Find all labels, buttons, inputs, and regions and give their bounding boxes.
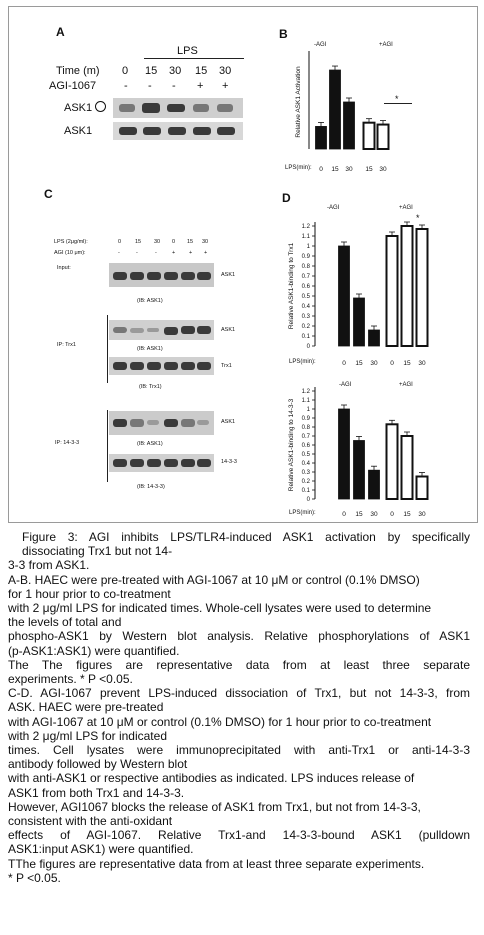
caption-line: experiments. * P <0.05. [8, 672, 133, 687]
caption-line: ASK. HAEC were pre-treated [8, 700, 164, 715]
panel-c-blot-trx-ask1 [109, 320, 214, 340]
panel-c-ib-1433: (IB: 14-3-3) [137, 484, 165, 490]
panel-c-lps-label: LPS (2μg/ml): [54, 239, 88, 245]
y-tick-label: 0.7 [301, 274, 310, 280]
caption-line: phospho-ASK1 by Western blot analysis. Relative phosphorylations of ASK1 [8, 629, 470, 644]
category-label: 15 [403, 360, 411, 367]
y-tick-label: 0 [306, 497, 310, 503]
y-tick-label: 1.2 [301, 389, 310, 395]
panel-c-agi-5: + [204, 250, 208, 256]
chart-d2-svg [283, 375, 463, 523]
panel-c-agi-label: AGI (10 μm): [54, 250, 86, 256]
y-tick-label: 0.9 [301, 416, 310, 422]
category-label: 30 [345, 166, 353, 173]
caption-line: antibody followed by Western blot [8, 757, 188, 772]
category-label: 15 [403, 511, 411, 518]
panel-b-minus-agi: -AGI [314, 42, 327, 48]
panel-d-star: * [416, 213, 420, 223]
bar [344, 102, 355, 149]
panel-c-blot-trx1 [109, 357, 214, 375]
panel-d-bottom-minus-agi: -AGI [339, 382, 352, 388]
panel-c-bracket-trx [107, 315, 108, 383]
panel-a-time-2: 30 [169, 65, 182, 77]
category-label: 30 [370, 360, 378, 367]
panel-a-agi-1: - [148, 80, 152, 92]
chart-d1-svg [283, 212, 463, 372]
y-tick-label: 0.3 [301, 470, 310, 476]
panel-a-blot-phospho [113, 98, 243, 118]
panel-a-lps-line [144, 58, 244, 59]
panel-a-agi-label: AGI-1067 [49, 80, 97, 92]
panel-a-agi-0: - [124, 80, 128, 92]
panel-c-bracket-1433 [107, 410, 108, 482]
panel-c-agi-4: + [189, 250, 193, 256]
figure-caption [8, 530, 470, 885]
y-tick-label: 0.8 [301, 264, 310, 270]
y-tick-label: 0 [306, 344, 310, 350]
y-tick-label: 0.7 [301, 434, 310, 440]
caption-line: times. Cell lysates were immunoprecipitated with anti-Trx1 or anti-14-3-3 [8, 743, 470, 758]
panel-c-ask1-trx: ASK1 [221, 327, 236, 333]
panel-a-letter: A [56, 25, 65, 39]
panel-d-top-minus-agi: -AGI [327, 205, 340, 211]
caption-line: 3-3 from ASK1. [8, 558, 90, 573]
bar [402, 436, 413, 499]
panel-a-row2-label: ASK1 [64, 125, 93, 137]
panel-c-ip-1433-label: IP: 14-3-3 [55, 440, 80, 446]
y-tick-label: 0.2 [301, 479, 310, 485]
caption-line: A-B. HAEC were pre-treated with AGI-1067 at 10 μM or control (0.1% DMSO) [8, 572, 420, 587]
category-label: 30 [379, 166, 387, 173]
y-axis-label: Relative ASK1-binding to 14-3-3 [288, 398, 295, 492]
panel-b-star: * [395, 94, 399, 104]
y-tick-label: 0.6 [301, 443, 310, 449]
panel-c-ask1-1433: ASK1 [221, 419, 236, 425]
caption-line: However, AGI1067 blocks the release of ASK1 from Trx1, but not from 14-3-3, [8, 799, 421, 814]
category-label: 0 [390, 511, 394, 518]
panel-c-time-5: 30 [202, 239, 209, 245]
panel-c-letter: C [44, 187, 53, 201]
caption-line: effects of AGI-1067. Relative Trx1-and 14-3-3-bound ASK1 (pulldown [8, 828, 470, 843]
caption-line: * P <0.05. [8, 870, 61, 885]
caption-line: consistent with the anti-oxidant [8, 814, 173, 829]
bar [369, 470, 380, 499]
figure-3 [8, 6, 478, 523]
panel-a-time-3: 15 [195, 65, 208, 77]
y-tick-label: 0.8 [301, 425, 310, 431]
caption-line: The The figures are representative data from at least three separate [8, 657, 470, 672]
y-tick-label: 0.5 [301, 294, 310, 300]
caption-line: with 2 μg/ml LPS for indicated times. Whole-cell lysates were used to determine [8, 601, 432, 616]
caption-line: Figure 3: AGI inhibits LPS/TLR4-induced ASK1 activation by specifically [22, 530, 470, 544]
category-label: 0 [342, 511, 346, 518]
panel-d-letter: D [282, 191, 291, 205]
panel-b-lps-label: LPS(min): [285, 165, 312, 171]
panel-c-time-2: 30 [154, 239, 161, 245]
bar [364, 123, 375, 149]
category-label: 0 [342, 360, 346, 367]
category-label: 15 [355, 511, 363, 518]
y-tick-label: 0.1 [301, 488, 310, 494]
bar [387, 424, 398, 499]
caption-line: (p-ASK1:ASK1) were quantified. [8, 643, 180, 658]
category-label: 15 [355, 360, 363, 367]
category-label: 0 [319, 166, 323, 173]
bar [330, 70, 341, 149]
bar [402, 226, 413, 346]
y-axis-label: Relative ASK1-binding to Trx1 [288, 242, 295, 330]
panel-d-top-lps-label: LPS(min): [289, 359, 316, 365]
y-tick-label: 0.2 [301, 324, 310, 330]
panel-c-time-4: 15 [187, 239, 194, 245]
bar [316, 126, 327, 149]
panel-a-time-0: 0 [122, 65, 129, 77]
y-tick-label: 0.1 [301, 334, 310, 340]
category-label: 30 [418, 511, 426, 518]
bar [387, 236, 398, 346]
y-tick-label: 0.5 [301, 452, 310, 458]
category-label: 30 [418, 360, 426, 367]
caption-line: with AGI-1067 at 10 μM or control (0.1% DMSO) for 1 hour prior to co-treatment [8, 714, 432, 729]
panel-b-plus-agi: +AGI [379, 42, 393, 48]
category-label: 30 [370, 511, 378, 518]
panel-c-ib-ask1-input: (IB: ASK1) [137, 298, 163, 304]
y-tick-label: 0.9 [301, 254, 310, 260]
caption-line: with anti-ASK1 or respective antibodies as indicated. LPS induces release of [8, 771, 415, 786]
panel-c-blot-input [109, 263, 214, 287]
panel-c-blot-1433-ask1 [109, 411, 214, 435]
panel-c-agi-2: - [155, 250, 157, 256]
panel-c-ib-ask1-trx: (IB: ASK1) [137, 346, 163, 352]
bar [339, 246, 350, 346]
caption-line: dissociating Trx1 but not 14- [22, 544, 173, 559]
y-axis-label: Relative ASK1 Activation [295, 66, 302, 138]
panel-a-time-label: Time (m) [56, 65, 100, 77]
panel-b-letter: B [279, 27, 288, 41]
panel-c-blot-1433 [109, 454, 214, 472]
panel-d-bottom-plus-agi: +AGI [399, 382, 413, 388]
panel-c-1433-label: 14-3-3 [221, 459, 237, 465]
panel-a-agi-2: - [172, 80, 176, 92]
y-tick-label: 0.4 [301, 461, 310, 467]
phospho-circle-icon [95, 101, 106, 112]
bar [369, 330, 380, 346]
caption-line: TThe figures are representative data from at least three separate experiments. [8, 856, 425, 871]
bar [417, 477, 428, 500]
y-tick-label: 1.1 [301, 234, 310, 240]
y-tick-label: 1 [306, 407, 310, 413]
y-tick-label: 1.2 [301, 224, 310, 230]
panel-c-time-3: 0 [172, 239, 176, 245]
panel-d-bottom-lps-label: LPS(min): [289, 510, 316, 516]
category-label: 0 [390, 360, 394, 367]
panel-a-lps-label: LPS [177, 45, 198, 57]
y-tick-label: 0.4 [301, 304, 310, 310]
caption-line: ASK1:input ASK1) were quantified. [8, 842, 194, 857]
panel-c-agi-1: - [136, 250, 138, 256]
panel-c-trx1-label: Trx1 [221, 363, 232, 369]
panel-c-agi-3: + [172, 250, 176, 256]
bar [339, 409, 350, 499]
y-tick-label: 1 [306, 244, 310, 250]
panel-c-input-label: Input: [57, 265, 71, 271]
panel-a-agi-3: + [197, 80, 204, 92]
bar [378, 125, 389, 149]
y-tick-label: 0.6 [301, 284, 310, 290]
panel-c-agi-0: - [118, 250, 120, 256]
y-tick-label: 0.3 [301, 314, 310, 320]
panel-a-row1-label: ASK1 [64, 102, 93, 114]
panel-c-time-0: 0 [118, 239, 122, 245]
bar [354, 441, 365, 500]
caption-line: ASK1 from both Trx1 and 14-3-3. [8, 785, 185, 800]
caption-line: C-D. AGI-1067 prevent LPS-induced dissociation of Trx1, but not 14-3-3, from [8, 686, 470, 701]
bar [354, 298, 365, 346]
panel-c-ip-trx-label: IP: Trx1 [57, 342, 76, 348]
panel-c-ask1-input: ASK1 [221, 272, 236, 278]
caption-line: for 1 hour prior to co-treatment [8, 586, 171, 601]
panel-c-ib-ask1-1433: (IB: ASK1) [137, 441, 163, 447]
category-label: 15 [365, 166, 373, 173]
panel-a-time-1: 15 [145, 65, 158, 77]
panel-c-ib-trx1: (IB: Trx1) [139, 384, 162, 390]
panel-a-agi-4: + [222, 80, 229, 92]
panel-a-blot-total [113, 122, 243, 140]
y-tick-label: 1.1 [301, 398, 310, 404]
bar [417, 229, 428, 346]
caption-line: the levels of total and [8, 615, 122, 630]
panel-c-time-1: 15 [135, 239, 142, 245]
caption-line: with 2 μg/ml LPS for indicated [8, 728, 167, 743]
chart-b-svg [289, 47, 429, 177]
panel-a-time-4: 30 [219, 65, 232, 77]
panel-d-top-plus-agi: +AGI [399, 205, 413, 211]
category-label: 15 [331, 166, 339, 173]
